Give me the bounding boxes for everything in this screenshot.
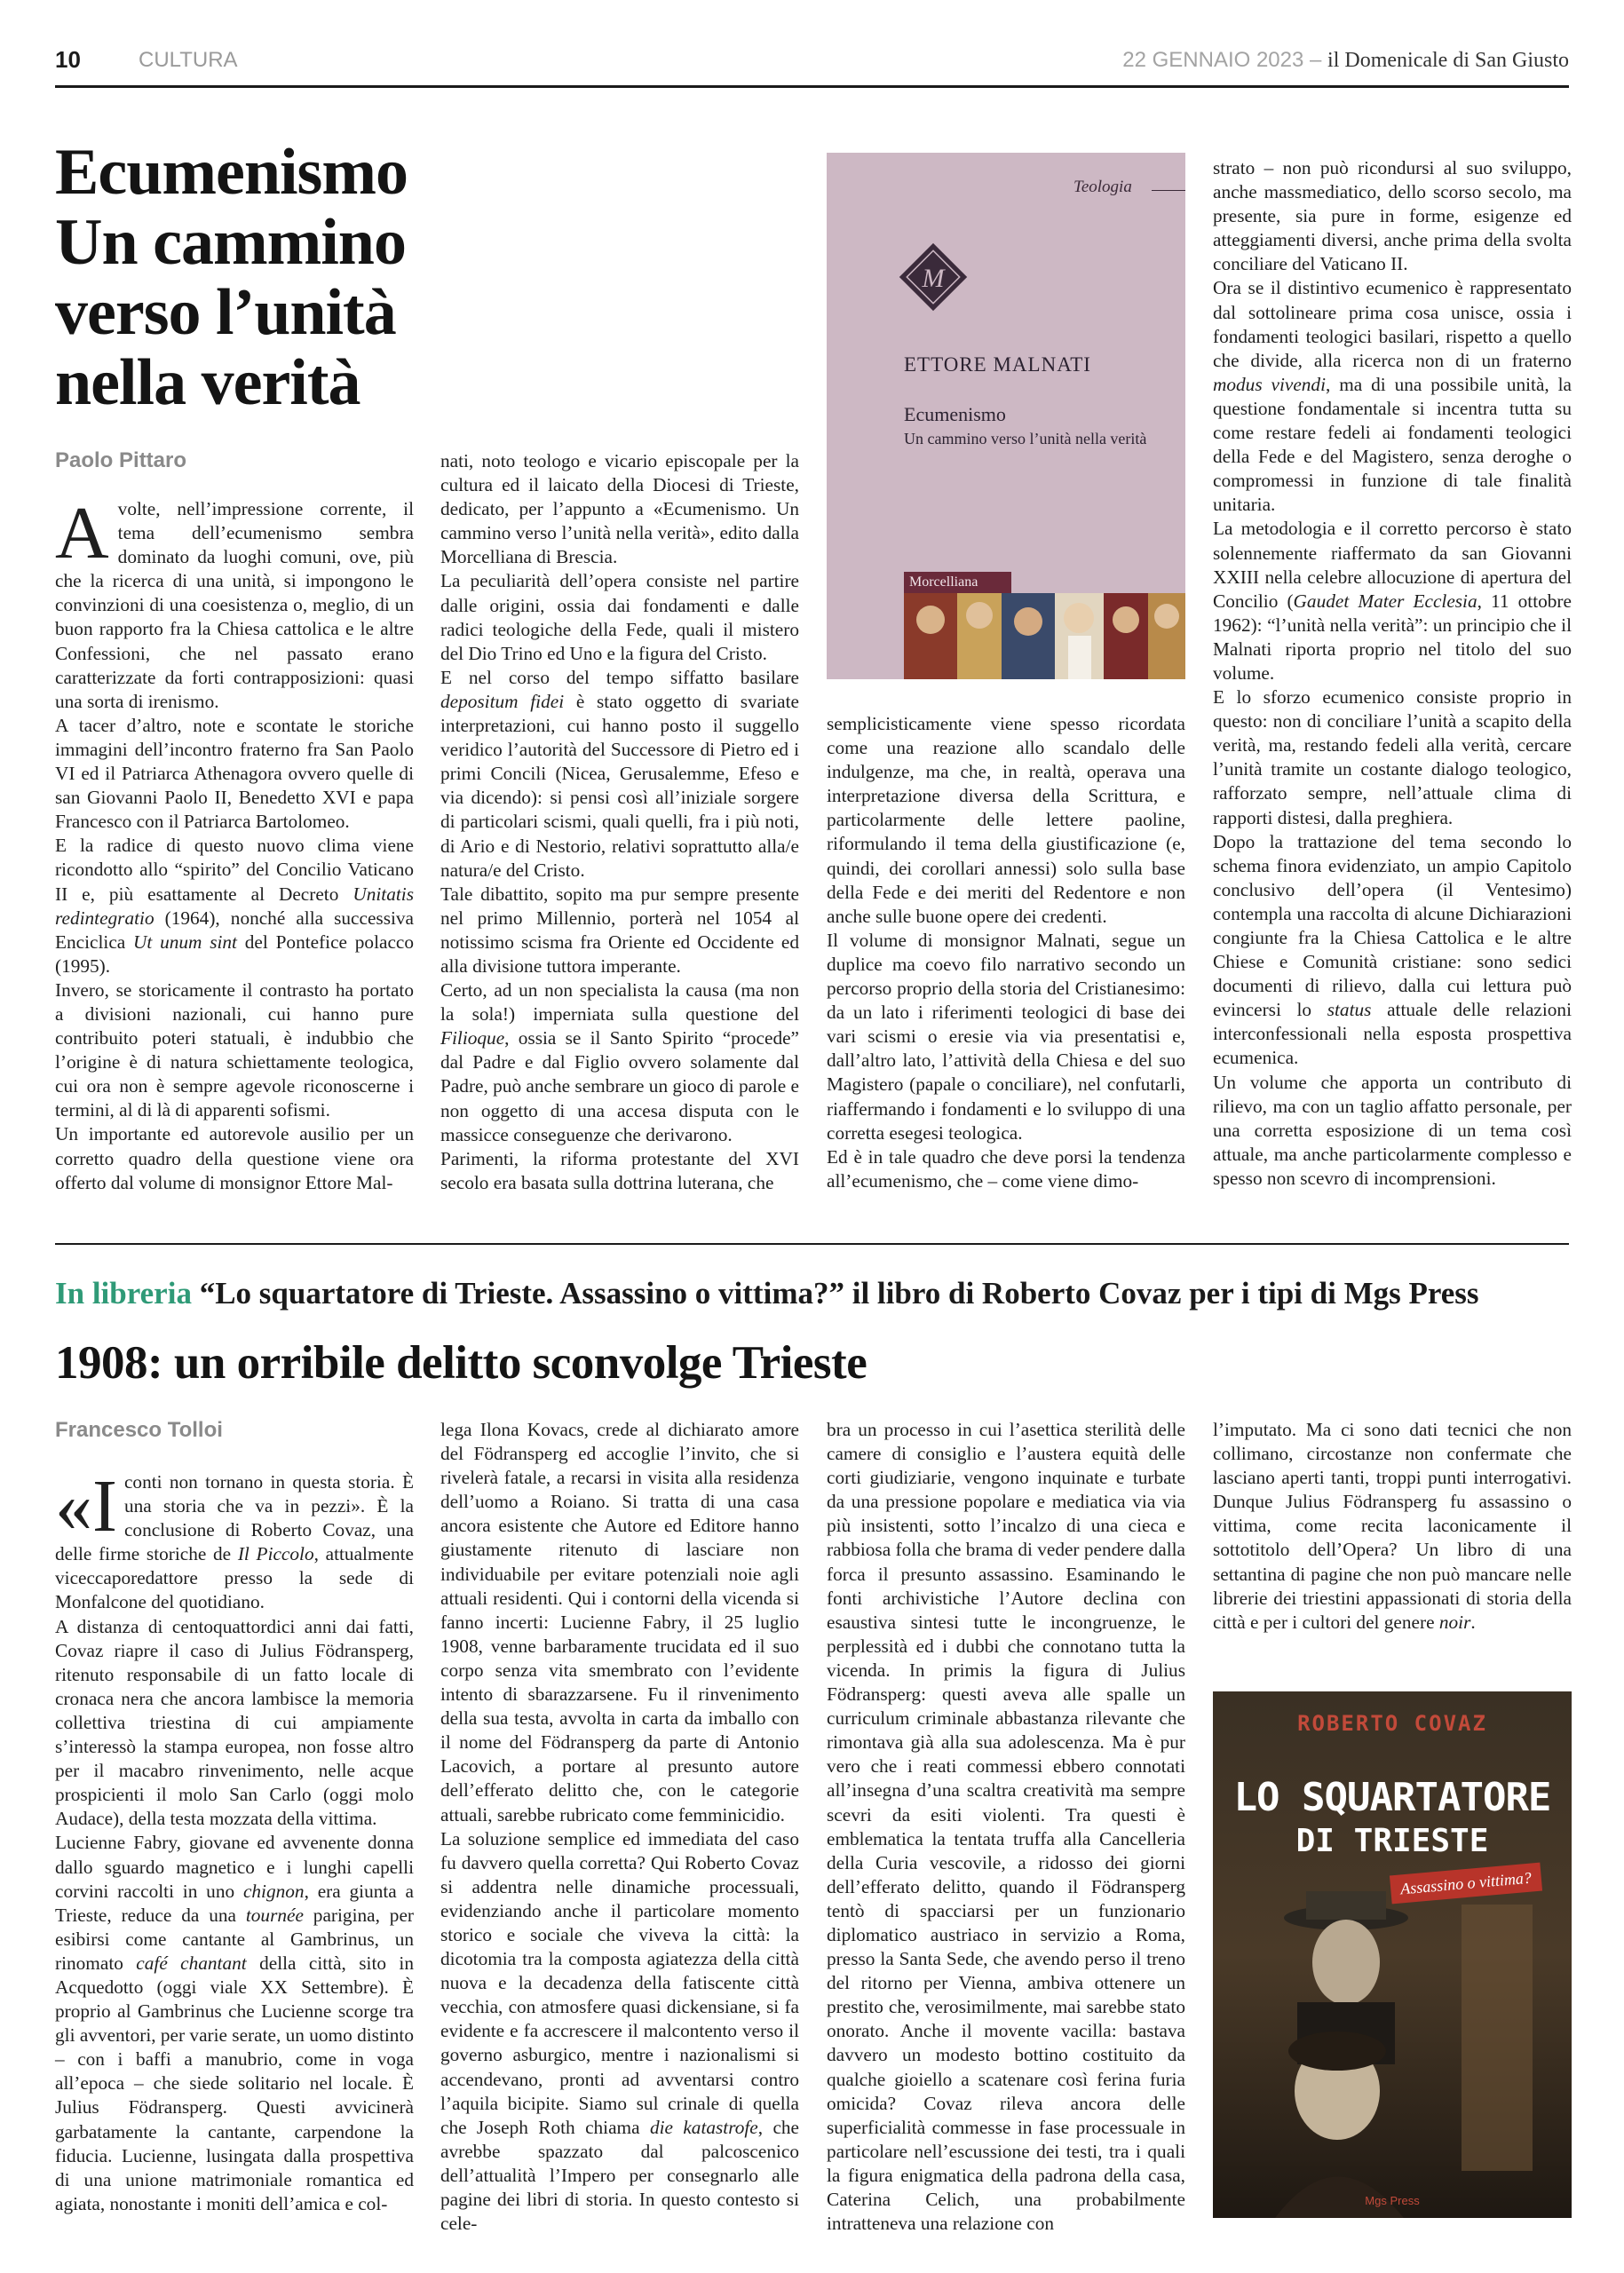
column-text xyxy=(55,492,415,1195)
italic-text: status xyxy=(1327,999,1372,1021)
italic-text: Ut unum sint xyxy=(133,931,237,953)
article1-column-4 xyxy=(1213,156,1572,1191)
paragraph: bra un processo in cui l’asettica sterilità delle camere di consiglio e l’austera equità delle corti giudiziarie, vengono inquinate e turbate da una pressione popolare e mediatica via via più insistenti, sotto l’incalzo di una cieca e rabbiosa folla che brama di veder pendere dalla forca il presunto assassino. Esaminando le fonti archivistiche l’Autore declina con esaustiva sintesi tutte le incongruenze, le perplessità ed i dubbi che connotano tutta la vicenda. In primis la figura di Julius Födransperg: questi aveva alle spalle un curriculum criminale abbastanza rilevante che rimontava già alla sua adolescenza. Ma è pur vero che i reati commessi ebbero connotati all’insegna d’una scaltra creatività ma sempre scevri da esiti violenti. Tra questi è emblematica la tentata truffa alla Cancelleria della Curia vescovile, a ridosso dei giorni dell’efferato delitto, quando il Födransperg tentò di spacciarsi per un funzionario diplomatico austriaco in servizio a Roma, presso la Santa Sede, che avendo perso il treno del ritorno per Vienna, ambiva ottenere un prestito che, verosimilmente, mai sarebbe stato onorato. Anche il movente vacilla: bastava davvero un modesto bottino costituito da qualche gioiello a scatenare così ferina furia omicida? Covaz rileva ancora delle superficialità commesse in fase processuale in particolare nell’escussione dei testi, tra i quali la figura enigmatica della padrona della casa, Caterina Celich, una probabilmente intratteneva una relazione con xyxy=(827,1419,1185,2235)
book-cover-ecumenismo xyxy=(827,153,1185,679)
paragraph: Parimenti, la riforma protestante del XVI secolo era basata sulla dottrina luterana, che xyxy=(440,1147,799,1193)
publisher-logo-icon xyxy=(893,237,973,321)
article2-author: Francesco Tolloi xyxy=(55,1418,223,1442)
book-subtitle-badge: Assassino o vittima? xyxy=(1390,1863,1542,1905)
italic-text: Unitatis redintegratio xyxy=(55,883,414,929)
page-number: 10 xyxy=(55,46,81,73)
paragraph: Un importante ed autorevole ausilio per un corretto quadro della questione viene ora offerto dal volume di monsignor Ettore Mal- xyxy=(55,1123,414,1193)
book-publisher: Morcelliana xyxy=(904,572,1011,593)
book-author: ROBERTO COVAZ xyxy=(1297,1711,1487,1736)
column-text xyxy=(55,1465,415,2216)
article2-kicker xyxy=(55,1276,1479,1311)
italic-text: Il Piccolo xyxy=(237,1543,314,1565)
paragraph: Lucienne Fabry, giovane ed avvenente donna dallo sguardo magnetico e i lunghi capelli corvini raccolti in uno chignon, era giunta a Trieste, reduce da una tournée parigina, per esibirsi come cantante al Gambrinus, un rinomato café chantant della città, sito in Acquedotto (oggi viale XX Settembre). È proprio al Gambrinus che Lucienne scorge tra gli avventori, per varie serate, un uomo distinto – con i baffi a manubrio, come in voga all’epoca – che siede solitario nel locale. È Julius Födransperg. Questi avvicinerà garbatamente la cantante, carpendone la fiducia. Lucienne, lusingata dalla prospettiva di una unione matrimoniale romantica ed agiata, nonostante i moniti dell’amica e col- xyxy=(55,1832,415,2214)
title-line: Un cammino xyxy=(55,206,406,279)
paragraph: volte, nell’impressione corrente, il tema dell’ecumenismo sembra dominato da luoghi comuni, ove, più che la ricerca di una unità, si impongono le convinzioni di una coesistenza o, meglio, di un buon rapporto fra la Chiesa cattolica e le altre Confessioni, che nel passato erano caratterizzate da forti contrapposizioni: quasi una sorta di irenismo. xyxy=(55,498,414,712)
article1-column-2 xyxy=(440,449,799,1195)
italic-text: depositum fidei xyxy=(440,690,565,712)
paragraph: conti non tornano in questa storia. È una storia che va in pezzi». È la conclusione di Roberto Covaz, una delle firme storiche de Il Piccolo, attualmente viceccaporedattore presso la sede di Monfalcone del quotidiano. xyxy=(55,1471,414,1613)
book-genre: Teologia xyxy=(1073,178,1132,196)
article1-column-3 xyxy=(827,712,1185,1193)
genre-rule xyxy=(1152,190,1185,191)
cover-photo xyxy=(1213,1691,1572,2218)
italic-text: Filioque xyxy=(440,1027,505,1049)
drop-cap: «I xyxy=(55,1465,117,1548)
paragraph: E nel corso del tempo siffatto basilare depositum fidei è stato oggetto di svariate interpretazioni, cui hanno posto il suggello veridico l’autorità del Successore di Pietro ed i primi Concili (Nicea, Gerusalemme, Efeso e via dicendo): si pensi così all’iniziale sorgere di particolari scismi, quali quelli, fra i più noti, di Ario e di Nestorio, relativi soprattutto alla/e natura/e del Cristo. xyxy=(440,666,799,881)
title-line: nella verità xyxy=(55,346,360,419)
paragraph: A distanza di centoquattordici anni dai fatti, Covaz riapre il caso di Julius Födransperg, ritenuto responsabile di un fatto locale di cronaca nera che ancora lambisce la memoria collettiva triestina di cui ampiamente s’interessò la stampa europea, non fosse altro per il macabro rinvenimento, nelle acque prospicienti il molo San Carlo (oggi molo Audace), della testa mozzata della vittima. xyxy=(55,1615,414,1830)
paragraph: A tacer d’altro, note e scontate le storiche immagini dell’incontro fraterno fra San Paolo VI ed il Patriarca Athenagora ovvero quelle di san Giovanni Paolo II, Benedetto XVI e papa Francesco con il Patriarca Bartolomeo. xyxy=(55,714,414,833)
newspaper-name: il Domenicale di San Giusto xyxy=(1327,49,1569,72)
title-line: Ecumenismo xyxy=(55,136,408,209)
kicker-text: “Lo squartatore di Trieste. Assassino o vittima?” il libro di Roberto Covaz per i tipi di Mgs Press xyxy=(191,1276,1479,1311)
paragraph: nati, noto teologo e vicario episcopale per la cultura ed il laicato della Diocesi di Trieste, dedicato, per l’appunto a «Ecumenismo. Un cammino verso l’unità nella verità», edito dalla Morcelliana di Brescia. xyxy=(440,450,799,568)
book-cover-squartatore xyxy=(1213,1691,1572,2218)
paragraph: Ora se il distintivo ecumenico è rappresentato dal sottolineare prima cosa unisce, ossia i fondamenti teologici basilari, rispetto a quello che divide, alla ricerca non di un fraterno modus vivendi, ma di una possibile unità, la questione fondamentale si incentra tutta su come restare fedeli ai fondamenti teologici della Fede e del Magistero, senza deroghe o compromessi in funzione di tale finalità unitaria. xyxy=(1213,277,1572,516)
book-title: Ecumenismo xyxy=(904,403,1006,425)
paragraph: Dopo la trattazione del tema secondo lo schema finora evidenziato, un ampio Capitolo conclusivo dell’opera (il Ventesimo) contempla una raccolta di alcune Dichiarazioni congiunte fra la Chiesa Cattolica e le altre Chiese e Comunità cristiane: sono sedici documenti di rilievo, dalla cui lettura può evincersi lo status attuale delle relazioni interconfessionali nella esposta prospettiva ecumenica. xyxy=(1213,830,1572,1069)
paragraph: Ed è in tale quadro che deve porsi la tendenza all’ecumenismo, che – come viene dimo- xyxy=(827,1145,1185,1192)
article2-column-3 xyxy=(827,1418,1185,2236)
italic-text: café chantant xyxy=(136,1952,247,1974)
article2-title: 1908: un orribile delitto sconvolge Trieste xyxy=(55,1337,867,1389)
book-title-line-2: DI TRIESTE xyxy=(1295,1823,1489,1859)
header-rule xyxy=(55,85,1569,88)
paragraph: La peculiarità dell’opera consiste nel partire dalle origini, ossia dai fondamenti e dalle radici teologiche della Fede, quali il mistero del Dio Trino ed Uno e la figura del Cristo. xyxy=(440,570,799,664)
paragraph: lega Ilona Kovacs, crede al dichiarato amore del Födransperg ed accoglie l’invito, che si rivelerà fatale, a recarsi in visita alla residenza dell’uomo a Roiano. Si tratta di una casa ancora esistente che Autore ed Editore hanno giustamente ritenuto di lasciare non individuabile per evitare potenziali noie agli attuali residenti. Qui i contorni della vicenda si fanno incerti: Lucienne Fabry, il 25 luglio 1908, venne barbaramente trucidata ed il suo corpo senza vita smembrato con l’evidente intento di sbarazzarsene. Fu il rinvenimento della sua testa, avvolta in carta da imballo con il nome del Födransperg da parte di Antonio Lacovich, a portare al presunto autore dell’efferato delitto che, con le categorie attuali, sarebbe rubricato come femminicidio. xyxy=(440,1419,799,1826)
header-dash: – xyxy=(1303,48,1328,72)
paragraph: l’imputato. Ma ci sono dati tecnici che non collimano, circostanze non confermate che lasciano aperti tanti, troppi punti interrogativi. Dunque Julius Födransperg fu assassino o vittima, come recita laconicamente il sottotitolo dell’Opera? Un libro di una settantina di pagine che non può mancare nelle librerie dei triestini appassionati di storia della città e per i cultori del genere noir. xyxy=(1213,1419,1572,1633)
kicker-label: In libreria xyxy=(55,1276,192,1311)
paragraph: Invero, se storicamente il contrasto ha portato a divisioni nazionali, cui hanno pure contribuito poteri statuali, è indubbio che l’origine è di natura schiettamente teologica, cui ora non è sempre agevole riconoscerne i termini, al di là di apparenti sofismi. xyxy=(55,978,414,1121)
book-publisher: Mgs Press xyxy=(1365,2194,1420,2207)
italic-text: die katastrofe xyxy=(649,2116,758,2138)
article1-column-1 xyxy=(55,492,415,1195)
title-line: verso l’unità xyxy=(55,276,396,349)
article2-column-4 xyxy=(1213,1418,1572,1635)
article1-title xyxy=(55,138,446,418)
book-author: ETTORE MALNATI xyxy=(904,353,1091,376)
logo-letter: M xyxy=(922,264,945,293)
header-right xyxy=(1122,48,1569,73)
paragraph: Un volume che apporta un contributo di rilievo, ma con un taglio affatto personale, per una corretta esposizione di un tema così attuale, ma anche particolarmente complesso e spesso non scevro di incomprensioni. xyxy=(1213,1071,1572,1189)
paragraph: E la radice di questo nuovo clima viene ricondotto allo “spirito” del Concilio Vaticano II e, più esattamente al Decreto Unitatis redintegratio (1964), nonché alla successiva Enciclica Ut unum sint del Pontefice polacco (1995). xyxy=(55,835,415,977)
book-title-line-1: LO SQUARTATORE xyxy=(1233,1775,1551,1820)
drop-cap: A xyxy=(55,492,109,574)
paragraph: Il volume di monsignor Malnati, segue un duplice ma coevo filo narrativo secondo un percorso proprio della storia del Cristianesimo: da un lato i riferimenti teologici di base dei vari scismi o eresie via via presentatisi e, dall’altro lato, l’attività della Chiesa e del suo Magistero (papale o conciliare), nel confutarli, riaffermando i fondamenti e lo sviluppo di una corretta esegesi teologica. xyxy=(827,929,1185,1144)
paragraph: La soluzione semplice ed immediata del caso fu davvero quella corretta? Qui Roberto Covaz si addentra nelle dinamiche processuali, evidenziando anche il particolare momento storico e sociale che viveva la città: la dicotomia tra la composta agiatezza della città nuova e la decadenza della fatiscente città vecchia, con atmosfere quasi dickensiane, si fa evidente e fa accrescere il malcontento verso il governo asburgico, mentre i nazionalismi si accendevano, pronti ad avventarsi contro l’aquila bicipite. Siamo sul crinale di quella che Joseph Roth chiama die katastrofe, che avrebbe spazzato dal palcoscenico dell’attualità l’Impero per consegnarlo alle pagine dei libri di storia. In questo contesto si cele- xyxy=(440,1827,800,2235)
paragraph: strato – non può ricondursi al suo sviluppo, anche massmediatico, dello scorso secolo, ma presente, sia pure in forme, esigenze ed atteggiamenti diversi, anche prima della svolta conciliare del Vaticano II. xyxy=(1213,157,1572,275)
paragraph: Certo, ad un non specialista la causa (ma non la sola!) imperniata sulla questione del Filioque, ossia se il Santo Spirito “procede” dal Padre e dal Figlio ovvero solamente dal Padre, può anche sembrare un gioco di parole e non oggetto di una accesa disputa con le massicce conseguenze che derivarono. xyxy=(440,979,799,1145)
paragraph: semplicisticamente viene spesso ricordata come una reazione allo scandalo delle indulgenze, ma che, in realtà, operava una interpretazione diversa della Scrittura, e particolarmente delle lettere paoline, riformulando il tema della giustificazione (e, quindi, dei corollari annessi) solo sulla base della Fede e dei meriti del Redentore e non anche sulle buone opere dei credenti. xyxy=(827,713,1185,927)
paragraph: Tale dibattito, sopito ma pur sempre presente nel primo Millennio, porterà nel 1054 al notissimo scisma fra Oriente ed Occidente ed alla divisione tuttora imperante. xyxy=(440,883,799,977)
italic-text: tournée xyxy=(245,1904,304,1926)
book-subtitle: Un cammino verso l’unità nella verità xyxy=(904,430,1147,447)
italic-text: Gaudet Mater Ecclesia xyxy=(1293,590,1477,612)
paragraph: La metodologia e il corretto percorso è stato solennemente riaffermato da san Giovanni XXIII nella celebre allocuzione di apertura del Concilio (Gaudet Mater Ecclesia, 11 ottobre 1962): “l’unità nella verità”: un principio che il Malnati riporta proprio nel titolo del suo volume. xyxy=(1213,518,1572,684)
issue-date: 22 GENNAIO 2023 xyxy=(1122,48,1304,72)
article2-column-1 xyxy=(55,1465,415,2216)
italic-text: noir xyxy=(1438,1611,1471,1633)
section-label: CULTURA xyxy=(139,48,238,72)
section-divider xyxy=(55,1243,1569,1245)
cover-artwork xyxy=(904,593,1185,679)
italic-text: modus vivendi xyxy=(1213,373,1326,395)
article1-author: Paolo Pittaro xyxy=(55,448,187,472)
article2-column-2 xyxy=(440,1418,799,2236)
paragraph: E lo sforzo ecumenico consiste proprio in questo: non di conciliare l’unità a scapito della verità, ma, restando fedeli alla verità, cercare l’unità tramite un costante dialogo teologico, rafforzato sempre, nell’attuale clima di rapporti distesi, dalla preghiera. xyxy=(1213,686,1572,828)
italic-text: chignon xyxy=(242,1880,305,1902)
